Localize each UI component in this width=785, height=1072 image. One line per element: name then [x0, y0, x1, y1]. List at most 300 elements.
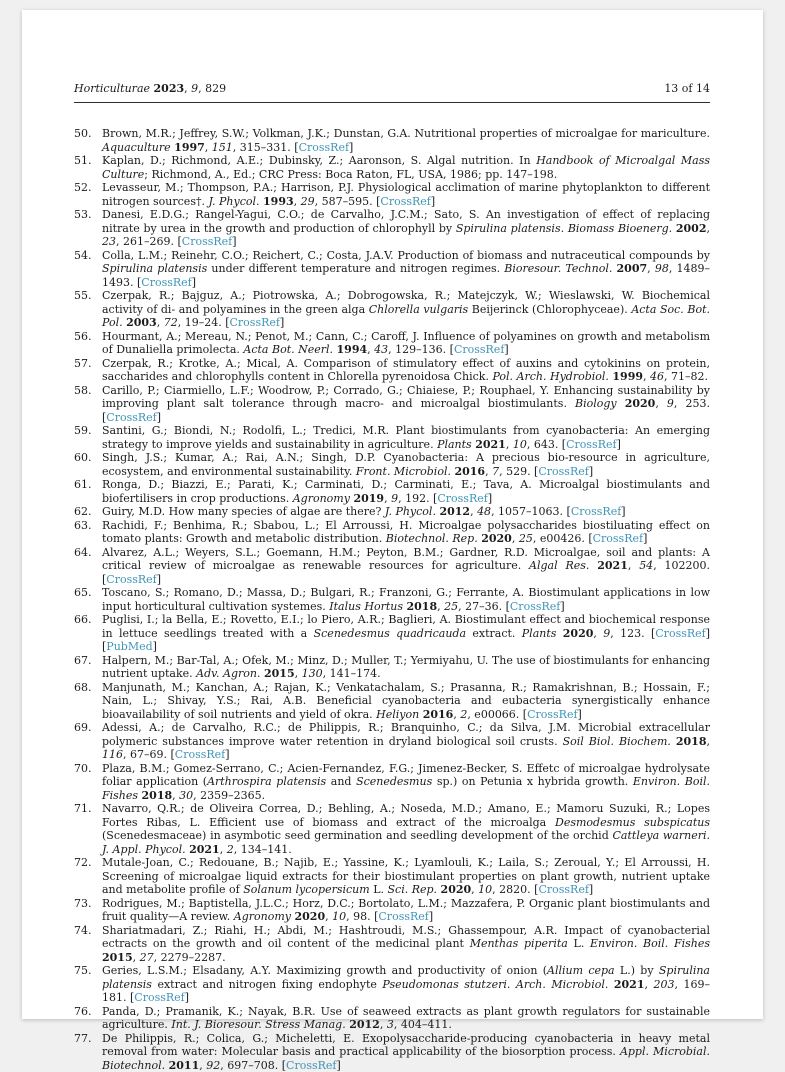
reference-item — [74, 478, 710, 505]
reference-item — [74, 681, 710, 722]
text-segment: 2007 — [617, 262, 648, 275]
text-segment: L. — [568, 937, 590, 950]
text-segment: Menthas piperita — [470, 937, 568, 950]
reference-item — [74, 127, 710, 154]
text-segment: Rodrigues, M.; Baptistella, J.L.C.; Horz, D.C.; Bortolato, L.M.; Mazzafera, P. Organic plant biostimulants and fruit quality—A review. — [102, 897, 710, 924]
reference-item — [74, 181, 710, 208]
reference-number: 72. — [74, 856, 92, 870]
reference-number: 61. — [74, 478, 92, 492]
text-segment: . — [507, 978, 516, 991]
text-segment: Adv. Agron. — [196, 667, 264, 680]
reference-text — [102, 181, 710, 208]
text-segment: . — [561, 222, 568, 235]
text-segment: , — [384, 492, 391, 505]
text-segment: Beijerinck (Chlorophyceae). — [468, 303, 631, 316]
text-segment: 1999 — [612, 370, 643, 383]
text-segment: Front. Microbiol. — [356, 465, 455, 478]
text-segment: , — [199, 1059, 206, 1072]
text-segment: , — [647, 262, 655, 275]
document-page — [22, 10, 763, 1019]
reference-number: 68. — [74, 681, 92, 695]
reference-item — [74, 613, 710, 654]
text-segment: Cattleya warneri — [613, 829, 707, 842]
text-segment: , 404–411. — [394, 1018, 452, 1031]
text-segment: , — [707, 222, 711, 235]
text-segment: 43 — [374, 343, 388, 356]
text-segment: , 587–595. [ — [315, 195, 381, 208]
text-segment: Colla, L.M.; Reinehr, C.O.; Reichert, C.; Costa, J.A.V. Production of biomass and nutraceutical compounds by — [102, 249, 710, 262]
text-segment: Bioresour. Technol. — [504, 262, 616, 275]
text-segment: Sci. Rep. — [388, 883, 441, 896]
text-segment: ] — [232, 235, 236, 248]
reference-text — [102, 384, 710, 424]
text-segment: Biotechnol. Rep. — [386, 532, 481, 545]
text-segment: 2015 — [102, 951, 133, 964]
reference-text — [102, 964, 710, 1004]
text-segment: 2021 — [597, 559, 628, 572]
text-segment: , 123. [ — [610, 627, 655, 640]
text-segment: 2015 — [264, 667, 295, 680]
text-segment: Singh, J.S.; Kumar, A.; Rai, A.N.; Singh, D.P. Cyanobacteria: A precious bio-resource in agriculture, ecosystem, and environmental sustainability. — [102, 451, 710, 478]
text-segment: Algal Res. — [529, 559, 597, 572]
text-segment: , — [367, 343, 374, 356]
text-segment: 203 — [654, 978, 675, 991]
reference-number: 59. — [74, 424, 92, 438]
reference-text — [102, 127, 710, 154]
reference-item — [74, 505, 710, 519]
text-segment: , 19–24. [ — [178, 316, 230, 329]
text-segment: 2018 — [676, 735, 707, 748]
text-segment: , 98. [ — [346, 910, 378, 923]
text-segment: Scenedesmus — [356, 775, 432, 788]
text-segment: sp.) on Petunia x hybrida growth. — [432, 775, 633, 788]
text-segment: Manjunath, M.; Kanchan, A.; Rajan, K.; Venkatachalam, S.; Prasanna, R.; Ramakrishnan, B.; Hossain, F.; Nain, L.; Shivay, Y.S.; Rai, A.B. Beneficial cyanobacteria and eubacteria synergistically enhance bioavailability of soil nutrients and yield of okra. — [102, 681, 710, 721]
text-segment: , — [325, 910, 332, 923]
reference-text — [102, 1032, 710, 1072]
text-segment: 10 — [332, 910, 346, 923]
text-segment: ] — [560, 600, 564, 613]
text-segment: 2020 — [441, 883, 472, 896]
text-segment: , — [485, 465, 492, 478]
text-segment: Biology — [575, 397, 625, 410]
reference-number: 77. — [74, 1032, 92, 1046]
text-segment: ] — [504, 343, 508, 356]
text-segment: ] — [429, 910, 433, 923]
reference-number: 64. — [74, 546, 92, 560]
text-segment: 2011 — [169, 1059, 200, 1072]
crossref-link[interactable]: CrossRef — [134, 991, 184, 1004]
text-segment: 2021 — [475, 438, 506, 451]
reference-text — [102, 451, 710, 478]
text-segment: , 129–136. [ — [388, 343, 454, 356]
text-segment: Arthrospira platensis — [207, 775, 326, 788]
reference-number: 51. — [74, 154, 92, 168]
text-segment: L.) by — [615, 964, 659, 977]
text-segment: , 261–269. [ — [116, 235, 182, 248]
text-segment: Santini, G.; Biondi, N.; Rodolfi, L.; Tredici, M.R. Plant biostimulants from cyanobacteria: An emerging strategy to improve yields and sustainability in agriculture. — [102, 424, 710, 451]
text-segment: , e00426. [ — [533, 532, 593, 545]
crossref-link[interactable]: CrossRef — [380, 195, 430, 208]
text-segment: Spirulina platensis — [102, 262, 207, 275]
text-segment: Spirulina platensis — [102, 964, 710, 991]
text-segment: Biomass Bioenerg. — [568, 222, 676, 235]
text-segment: 2012 — [349, 1018, 380, 1031]
text-segment: 2021 — [614, 978, 645, 991]
text-segment: , — [380, 1018, 387, 1031]
text-segment: , — [157, 316, 164, 329]
text-segment: , 253. [ — [102, 397, 710, 424]
text-segment: Spirulina platensis — [456, 222, 561, 235]
reference-text — [102, 505, 626, 518]
reference-number: 62. — [74, 505, 92, 519]
text-segment: Shariatmadari, Z.; Riahi, H.; Abdi, M.; Hashtroudi, M.S.; Ghassempour, A.R. Impact of cyanobacterial ectracts on the growth and oil content of the medicinal plant — [102, 924, 710, 951]
crossref-link[interactable]: CrossRef — [510, 600, 560, 613]
text-segment: Italus Hortus — [329, 600, 406, 613]
text-segment: ] — [280, 316, 284, 329]
text-segment: 92 — [206, 1059, 220, 1072]
text-segment: Appl. Microbial. Biotechnol. — [102, 1045, 710, 1072]
text-segment: 2023 — [154, 82, 185, 95]
crossref-link[interactable]: CrossRef — [538, 465, 588, 478]
text-segment: Agronomy — [234, 910, 295, 923]
text-segment: ] — [578, 708, 582, 721]
text-segment: , 67–69. [ — [123, 748, 175, 761]
references-list — [74, 127, 710, 1072]
reference-text — [102, 330, 710, 357]
text-segment: 1994 — [337, 343, 368, 356]
reference-number: 57. — [74, 357, 92, 371]
text-segment: 2020 — [625, 397, 656, 410]
text-segment: , — [184, 82, 191, 95]
text-segment: 2002 — [676, 222, 707, 235]
text-segment: 3 — [387, 1018, 394, 1031]
text-segment: , 2820. [ — [492, 883, 538, 896]
text-segment: , 829 — [198, 82, 226, 95]
text-segment: , — [643, 370, 650, 383]
text-segment: 9 — [603, 627, 610, 640]
text-segment: , — [593, 627, 603, 640]
text-segment: Puglisi, I.; la Bella, E.; Rovetto, E.I.; lo Piero, A.R.; Baglieri, A. Biostimulant effect and biochemical response in lettuce seedlings treated with a — [102, 613, 710, 640]
text-segment: Adessi, A.; de Carvalho, R.C.; de Philippis, R.; Branquinho, C.; da Silva, J.M. Microbial extracellular polymeric substances improve water retention in dryland biological soil crusts. — [102, 721, 710, 748]
reference-text — [102, 249, 710, 289]
text-segment: Scenedesmus quadricauda — [314, 627, 466, 640]
text-segment: ] — [589, 465, 593, 478]
text-segment: 2 — [460, 708, 467, 721]
text-segment: , e00066. [ — [467, 708, 527, 721]
reference-number: 71. — [74, 802, 92, 816]
text-segment: 9 — [667, 397, 674, 410]
text-segment: Pseudomonas stutzeri — [382, 978, 507, 991]
text-segment: , — [645, 978, 654, 991]
reference-text — [102, 546, 710, 586]
text-segment: extract and nitrogen fixing endophyte — [152, 978, 382, 991]
reference-item — [74, 802, 710, 856]
text-segment: J. Phycol. — [208, 195, 263, 208]
text-segment: , 1057–1063. [ — [491, 505, 571, 518]
text-segment: under different temperature and nitrogen regimes. — [207, 262, 504, 275]
reference-number: 63. — [74, 519, 92, 533]
text-segment: ; Richmond, A., Ed.; CRC Press: Boca Raton, FL, USA, 1986; pp. 147–198. — [144, 168, 557, 181]
text-segment: 2012 — [439, 505, 470, 518]
journal-citation — [74, 82, 226, 95]
reference-text — [102, 654, 710, 681]
page-number: 13 of 14 — [664, 82, 710, 95]
text-segment: Ronga, D.; Biazzi, E.; Parati, K.; Carminati, D.; Carminati, E.; Tava, A. Microalgal biostimulants and biofertilisers in crop productions. — [102, 478, 710, 505]
text-segment: 72 — [164, 316, 178, 329]
reference-number: 75. — [74, 964, 92, 978]
text-segment: , 697–708. [ — [220, 1059, 286, 1072]
reference-item — [74, 424, 710, 451]
reference-item — [74, 1032, 710, 1072]
crossref-link[interactable]: CrossRef — [106, 411, 156, 424]
text-segment: 2019 — [353, 492, 384, 505]
text-segment: ] — [225, 748, 229, 761]
text-segment: , — [437, 600, 444, 613]
text-segment: Agronomy — [293, 492, 354, 505]
reference-text — [102, 897, 710, 924]
text-segment: 2003 — [126, 316, 157, 329]
text-segment: ] — [431, 195, 435, 208]
text-segment: J. Phycol. — [385, 505, 440, 518]
reference-number: 53. — [74, 208, 92, 222]
text-segment: ] — [621, 505, 625, 518]
text-segment: 54 — [639, 559, 653, 572]
text-segment: ] — [643, 532, 647, 545]
text-segment: 2016 — [454, 465, 485, 478]
text-segment: Plants — [522, 627, 563, 640]
text-segment: 130 — [302, 667, 323, 680]
text-segment: , — [470, 505, 477, 518]
text-segment: 29 — [301, 195, 315, 208]
text-segment: , 141–174. — [323, 667, 381, 680]
text-segment: 116 — [102, 748, 123, 761]
reference-text — [102, 154, 710, 181]
reference-number: 50. — [74, 127, 92, 141]
reference-number: 74. — [74, 924, 92, 938]
text-segment: extract. — [466, 627, 522, 640]
text-segment: ] — [192, 276, 196, 289]
reference-text — [102, 478, 710, 505]
reference-text — [102, 681, 710, 721]
reference-text — [102, 208, 710, 248]
text-segment: , 1489–1493. [ — [102, 262, 710, 289]
text-segment: ] [ — [102, 627, 710, 654]
reference-number: 58. — [74, 384, 92, 398]
crossref-link[interactable]: CrossRef — [454, 343, 504, 356]
text-segment: Carillo, P.; Ciarmiello, L.F.; Woodrow, P.; Corrado, G.; Chiaiese, P.; Rouphael, Y. Enhancing sustainability by improving plant salt tolerance through macro- and microalgal biostimulants. — [102, 384, 710, 411]
text-segment: 2018 — [406, 600, 437, 613]
crossref-link[interactable]: CrossRef — [566, 438, 616, 451]
text-segment: Pol. Arch. Hydrobiol. — [492, 370, 612, 383]
text-segment: , 192. [ — [398, 492, 437, 505]
reference-item — [74, 249, 710, 290]
text-segment: , — [471, 883, 478, 896]
text-segment: , — [707, 735, 711, 748]
text-segment: Horticulturae — [74, 82, 154, 95]
text-segment: ] — [589, 883, 593, 896]
text-segment: , 2359–2365. — [193, 789, 265, 802]
text-segment: ] — [185, 991, 189, 1004]
reference-number: 56. — [74, 330, 92, 344]
text-segment: Int. J. Bioresour. Stress Manag. — [171, 1018, 349, 1031]
reference-text — [102, 924, 710, 964]
text-segment: , 529. [ — [499, 465, 538, 478]
text-segment: 10 — [513, 438, 527, 451]
crossref-link[interactable]: CrossRef — [527, 708, 577, 721]
text-segment: 7 — [492, 465, 499, 478]
text-segment: , 2279–2287. — [154, 951, 226, 964]
crossref-link[interactable]: CrossRef — [286, 1059, 336, 1072]
text-segment: , — [205, 141, 212, 154]
reference-item — [74, 924, 710, 965]
reference-item — [74, 856, 710, 897]
reference-number: 76. — [74, 1005, 92, 1019]
reference-item — [74, 721, 710, 762]
text-segment: 48 — [477, 505, 491, 518]
reference-text — [102, 762, 710, 802]
text-segment: Hourmant, A.; Mereau, N.; Penot, M.; Cann, C.; Caroff, J. Influence of polyamines on growth and metabolism of Dunaliella primolecta. — [102, 330, 710, 357]
reference-text — [102, 613, 710, 653]
text-segment: 27 — [140, 951, 154, 964]
reference-item — [74, 762, 710, 803]
text-segment: Plaza, B.M.; Gomez-Serrano, C.; Acien-Fernandez, F.G.; Jimenez-Becker, S. Effetc of microalgae hydrolysate foliar application ( — [102, 762, 710, 789]
reference-number: 60. — [74, 451, 92, 465]
reference-item — [74, 154, 710, 181]
crossref-link[interactable]: CrossRef — [593, 532, 643, 545]
page-header — [74, 82, 710, 103]
text-segment: Environ. Boil. Fishes — [590, 937, 710, 950]
reference-text — [102, 424, 710, 451]
text-segment: and — [326, 775, 356, 788]
text-segment: Solanum lycopersicum — [243, 883, 370, 896]
text-segment: 98 — [655, 262, 669, 275]
text-segment: Environ. Boil. Fishes — [102, 775, 710, 802]
crossref-link[interactable]: CrossRef — [141, 276, 191, 289]
text-segment: 2 — [227, 843, 234, 856]
text-segment: , — [220, 843, 227, 856]
text-segment: 2020 — [294, 910, 325, 923]
text-segment: , — [506, 438, 513, 451]
text-segment: , — [133, 951, 140, 964]
text-segment: Acta Soc. Bot. Pol. — [102, 303, 710, 330]
text-segment: Alvarez, A.L.; Weyers, S.L.; Goemann, H.M.; Peyton, B.M.; Gardner, R.D. Microalgae, soil and plants: A critical review of microalgae as renewable resources for agriculture. — [102, 546, 710, 573]
text-segment: Heliyon — [376, 708, 423, 721]
text-segment: 2020 — [481, 532, 512, 545]
text-segment: ] — [157, 573, 161, 586]
text-segment: 1993 — [263, 195, 294, 208]
text-segment: Geries, L.S.M.; Elsadany, A.Y. Maximizing growth and productivity of onion ( — [102, 964, 547, 977]
crossref-link[interactable]: CrossRef — [230, 316, 280, 329]
text-segment: Allium cepa — [547, 964, 615, 977]
text-segment: , — [172, 789, 179, 802]
reference-number: 65. — [74, 586, 92, 600]
reference-item — [74, 384, 710, 425]
text-segment: , 643. [ — [527, 438, 566, 451]
text-segment: 10 — [478, 883, 492, 896]
reference-number: 73. — [74, 897, 92, 911]
reference-text — [102, 586, 710, 613]
text-segment: 151 — [212, 141, 233, 154]
crossref-link[interactable]: CrossRef — [378, 910, 428, 923]
text-segment: Navarro, Q.R.; de Oliveira Correa, D.; Behling, A.; Noseda, M.D.; Amano, E.; Mamoru Suzuki, R.; Lopes Fortes Ribas, L. Efficient use of biomass and extract of the microalga — [102, 802, 710, 829]
reference-number: 70. — [74, 762, 92, 776]
text-segment: Halpern, M.; Bar-Tal, A.; Ofek, M.; Minz, D.; Muller, T.; Yermiyahu, U. The use of biostimulants for enhancing nutrient uptake. — [102, 654, 710, 681]
reference-text — [102, 1005, 710, 1032]
text-segment: , — [295, 667, 302, 680]
text-segment: ] — [349, 141, 353, 154]
reference-text — [102, 802, 710, 856]
text-segment: , — [453, 708, 460, 721]
text-segment: , 134–141. — [234, 843, 292, 856]
text-segment: Mutale-Joan, C.; Redouane, B.; Najib, E.; Yassine, K.; Lyamlouli, K.; Laila, S.; Zeroual, Y.; El Arroussi, H. Screening of microalgae liquid extracts for their biostimulant properties on plant growth, nutrient uptake and metabolite profile of — [102, 856, 710, 896]
text-segment: 1997 — [174, 141, 205, 154]
crossref-link[interactable]: CrossRef — [655, 627, 705, 640]
text-segment: Soil Biol. Biochem. — [563, 735, 676, 748]
text-segment: ] — [153, 640, 157, 653]
text-segment: , 315–331. [ — [233, 141, 299, 154]
reference-number: 52. — [74, 181, 92, 195]
text-segment: 2020 — [563, 627, 594, 640]
reference-item — [74, 1005, 710, 1032]
text-segment: Czerpak, R.; Krotke, A.; Mical, A. Comparison of stimulatory effect of auxins and cytokinins on protein, saccharides and chlorophylls content in Chlorella pyrenoidosa Chick. — [102, 357, 710, 384]
text-segment: ] — [157, 411, 161, 424]
reference-text — [102, 357, 710, 384]
text-segment: , — [512, 532, 519, 545]
text-segment: ] — [336, 1059, 340, 1072]
text-segment: Desmodesmus subspicatus — [555, 816, 710, 829]
text-segment: L. — [370, 883, 388, 896]
reference-number: 54. — [74, 249, 92, 263]
text-segment: Rachidi, F.; Benhima, R.; Sbabou, L.; El Arroussi, H. Microalgae polysaccharides biostiluating effect on tomato plants: Growth and metabolic distribution. — [102, 519, 710, 546]
reference-item — [74, 897, 710, 924]
crossref-link[interactable]: CrossRef — [437, 492, 487, 505]
crossref-link[interactable]: CrossRef — [182, 235, 232, 248]
reference-item — [74, 357, 710, 384]
text-segment: 9 — [391, 492, 398, 505]
pubmed-link[interactable]: PubMed — [106, 640, 152, 653]
text-segment: Chlorella vulgaris — [369, 303, 468, 316]
crossref-link[interactable]: CrossRef — [106, 573, 156, 586]
text-segment: , — [628, 559, 639, 572]
crossref-link[interactable]: CrossRef — [538, 883, 588, 896]
text-segment: , 27–36. [ — [458, 600, 510, 613]
reference-text — [102, 856, 710, 896]
text-segment: 25 — [444, 600, 458, 613]
text-segment: ] — [488, 492, 492, 505]
text-segment: (Scenedesmaceae) in asymbotic seed germination and seedling development of the orchid — [102, 829, 613, 842]
crossref-link[interactable]: CrossRef — [571, 505, 621, 518]
crossref-link[interactable]: CrossRef — [299, 141, 349, 154]
text-segment: De Philippis, R.; Colica, G.; Micheletti, E. Exopolysaccharide-producing cyanobacteria in heavy metal removal from water: Molecular basis and practical applicability of the biosorption process. — [102, 1032, 710, 1059]
reference-item — [74, 586, 710, 613]
reference-item — [74, 964, 710, 1005]
text-segment: Danesi, E.D.G.; Rangel-Yagui, C.O.; de Carvalho, J.C.M.; Sato, S. An investigation of effect of replacing nitrate by urea in the growth and production of chlorophyll by — [102, 208, 710, 235]
reference-item — [74, 654, 710, 681]
text-segment: Handbook of Microalgal Mass Culture — [102, 154, 710, 181]
reference-number: 66. — [74, 613, 92, 627]
text-segment: Acta Bot. Neerl. — [243, 343, 336, 356]
text-segment: , 71–82. — [664, 370, 708, 383]
crossref-link[interactable]: CrossRef — [175, 748, 225, 761]
text-segment: , 102200. [ — [102, 559, 710, 586]
reference-text — [102, 721, 710, 761]
reference-item — [74, 519, 710, 546]
reference-item — [74, 330, 710, 357]
reference-item — [74, 546, 710, 587]
text-segment: 2021 — [189, 843, 220, 856]
text-segment: Kaplan, D.; Richmond, A.E.; Dubinsky, Z.; Aaronson, S. Algal nutrition. In — [102, 154, 536, 167]
text-segment: Guiry, M.D. How many species of algae are there? — [102, 505, 385, 518]
